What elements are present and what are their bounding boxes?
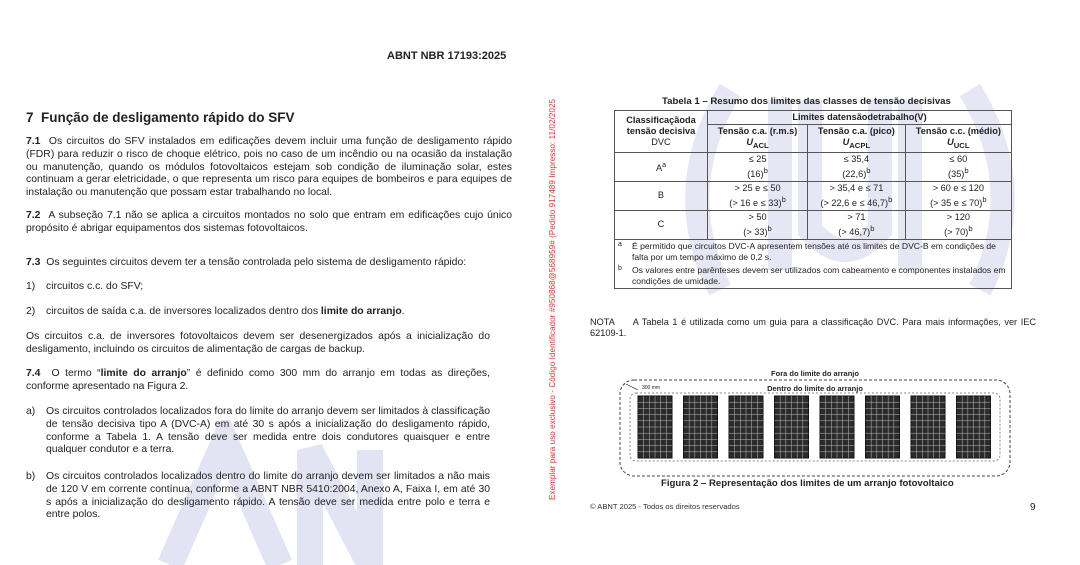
paragraph-text: Os seguintes circuitos devem ter a tensão controlada pelo sistema de desligamento rápido: bbox=[46, 257, 467, 268]
paragraph-number: 7.4 bbox=[26, 368, 41, 379]
array-boundary-figure bbox=[616, 368, 1014, 478]
pv-module bbox=[638, 396, 672, 458]
table-cell: ≤ 60 $(35)^b$ bbox=[905, 152, 1011, 181]
paragraph-7-3 bbox=[26, 257, 512, 270]
footnote-a: a É permitido que circuitos DVC-A apresentem tensões até os limites de DVC-B em condições de falta por um tempo máximo de 0,2 s. bbox=[618, 241, 996, 263]
header-cell: Tensão c.a. (r.m.s) $U_{ACL}$ bbox=[708, 125, 808, 153]
table-cell: > 25 e ≤ 50 (> 16 e ≤ 33)$^b$ bbox=[708, 181, 808, 210]
list-marker: b) bbox=[26, 471, 36, 482]
outer-boundary bbox=[620, 380, 1010, 476]
nota-text: A Tabela 1 é utilizada como um guia para a classificação DVC. Para mais informações, ver IEC 62109-1. bbox=[590, 317, 1037, 338]
group-header-cell: Limites datensãodetrabalho(V) bbox=[708, 111, 1012, 125]
paragraph-7-2 bbox=[26, 210, 512, 236]
dvc-limits-table bbox=[614, 110, 1012, 289]
pv-module bbox=[957, 396, 991, 458]
pv-module bbox=[775, 396, 809, 458]
table-header-row bbox=[615, 111, 1012, 125]
list-item-b bbox=[26, 471, 490, 522]
table-footnotes-row bbox=[615, 240, 1012, 289]
header-cell: Tensão c.a. (pico) $U_{ACPL}$ bbox=[808, 125, 906, 153]
standard-header: ABNT NBR 17193:2025 bbox=[387, 50, 507, 62]
table-cell: > 35,4 e ≤ 71 (> 22,6 e ≤ 46,7)$^b$ bbox=[808, 181, 906, 210]
pv-module bbox=[866, 396, 900, 458]
list-marker: 2) bbox=[26, 306, 36, 317]
paragraph-number: 7.3 bbox=[26, 257, 41, 268]
dimension-line bbox=[626, 384, 638, 390]
outside-boundary-label: Fora do limite do arranjo bbox=[771, 369, 859, 378]
paragraph-7-1 bbox=[26, 136, 512, 200]
paragraph-text: Os circuitos do SFV instalados em edificações devem incluir uma função de desligamento rápido (FDR) para reduzir o risco de choque elétrico, pois no caso de um incêndio ou na ocasião da instalação ou manutenção, quando os módulos fotovoltaicos estejam sob condição de iluminação solar, estes continuam a gerar eletricidade, o que representa um risco para equipes de bombeiros e para equipes de instalação ou manutenção que possam estar trabalhando no local. bbox=[26, 136, 512, 199]
table-cell: > 60 e ≤ 120 (> 35 e ≤ 70)$^b$ bbox=[905, 181, 1011, 210]
section-title: 7 Função de desligamento rápido do SFV bbox=[26, 110, 295, 125]
paragraph-text: Os circuitos c.a. de inversores fotovoltaicos devem ser desenergizados após a inicialização do desligamento, incluindo os circuitos de alimentação de cargas de backup. bbox=[26, 331, 490, 355]
table-footnotes bbox=[615, 240, 1012, 289]
paragraph-7-4: 7.4 O termo “limite do arranjo” é definido como 300 mm do arranjo em todas as direções, conforme apresentado na Figura 2. bbox=[26, 368, 490, 392]
paragraph-ca-circuits bbox=[26, 331, 490, 357]
table-cell: > 50 (> 33)$^b$ bbox=[708, 210, 808, 239]
list-marker: 1) bbox=[26, 281, 36, 292]
inside-boundary-label: Dentro do limite do arranjo bbox=[767, 384, 863, 393]
nota-label: NOTA bbox=[590, 317, 615, 327]
list-text: Os circuitos controlados localizados fora do limite do arranjo devem ser limitados à classificação de tensão decisiva tipo A (DVC-A) em até 30 s após a inicialização do desligamento rápido, conforme a Tabela 1. A tensão deve ser medida entre dois condutores quaisquer e entre qualquer condutor e a terra. bbox=[46, 406, 490, 456]
dimension-label: 300 mm bbox=[642, 385, 661, 391]
pv-module bbox=[684, 396, 718, 458]
paragraph-text: A subseção 7.1 não se aplica a circuitos montados no solo que entram em edificações cujo único propósito é abrigar equipamentos dos sistemas fotovoltaicos. bbox=[26, 210, 512, 234]
table-cell: > 120 (> 70)$^b$ bbox=[905, 210, 1011, 239]
nota bbox=[590, 317, 1036, 339]
table-cell: ≤ 35,4 $(22,6)^b$ bbox=[808, 152, 906, 181]
class-cell: B bbox=[615, 181, 708, 210]
list-item-2 bbox=[26, 306, 490, 319]
paragraph-number: 7.2 bbox=[26, 210, 41, 221]
table-cell: > 71 (> 46,7)$^b$ bbox=[808, 210, 906, 239]
license-side-note: Exemplar para uso exclusivo - Código Identificador #950868@568959# (Pedido 917489 Impresso: 11/02/2025 bbox=[548, 98, 557, 500]
table-row bbox=[615, 210, 1012, 239]
figure-caption: Figura 2 – Representação dos limites de um arranjo fotovoltaico bbox=[661, 478, 954, 489]
table-cell: ≤ 25 $(16)^b$ bbox=[708, 152, 808, 181]
list-item-1 bbox=[26, 281, 490, 294]
page-number: 9 bbox=[1030, 502, 1036, 513]
table-row bbox=[615, 152, 1012, 181]
header-cell: Tensão c.c. (médio) $U_{UCL}$ bbox=[905, 125, 1011, 153]
pv-module bbox=[911, 396, 945, 458]
table-title: Tabela 1 – Resumo dos limites das classes de tensão decisivas bbox=[662, 96, 951, 107]
footer-copyright: © ABNT 2025 - Todos os direitos reservados bbox=[590, 502, 740, 511]
pv-modules bbox=[630, 393, 1000, 461]
class-cell: C bbox=[615, 210, 708, 239]
dvc-header-cell: Classificaçãoda tensão decisiva DVC bbox=[615, 111, 708, 153]
pv-module bbox=[820, 396, 854, 458]
list-text: circuitos c.c. do SFV; bbox=[46, 281, 144, 292]
list-text: circuitos de saída c.a. de inversores localizados dentro dos limite do arranjo. bbox=[46, 306, 405, 317]
list-text: Os circuitos controlados localizados dentro do limite do arranjo devem ser limitados a não mais de 120 V em corrente contínua, conforme a ABNT NBR 5410:2004, Anexo A, Faixa I, em até 30 s após a inicialização do desligamento rápido. A tensão deve ser medida entre polo e terra e entre polos. bbox=[46, 471, 490, 521]
pv-module bbox=[729, 396, 763, 458]
table-row bbox=[615, 181, 1012, 210]
class-cell: $A^a$ bbox=[615, 152, 708, 181]
footnote-b: b Os valores entre parênteses devem ser utilizados com cabeamento e componentes instalados em condições de umidade. bbox=[618, 265, 1006, 287]
list-marker: a) bbox=[26, 406, 36, 417]
list-item-a bbox=[26, 406, 490, 457]
paragraph-number: 7.1 bbox=[26, 136, 41, 147]
